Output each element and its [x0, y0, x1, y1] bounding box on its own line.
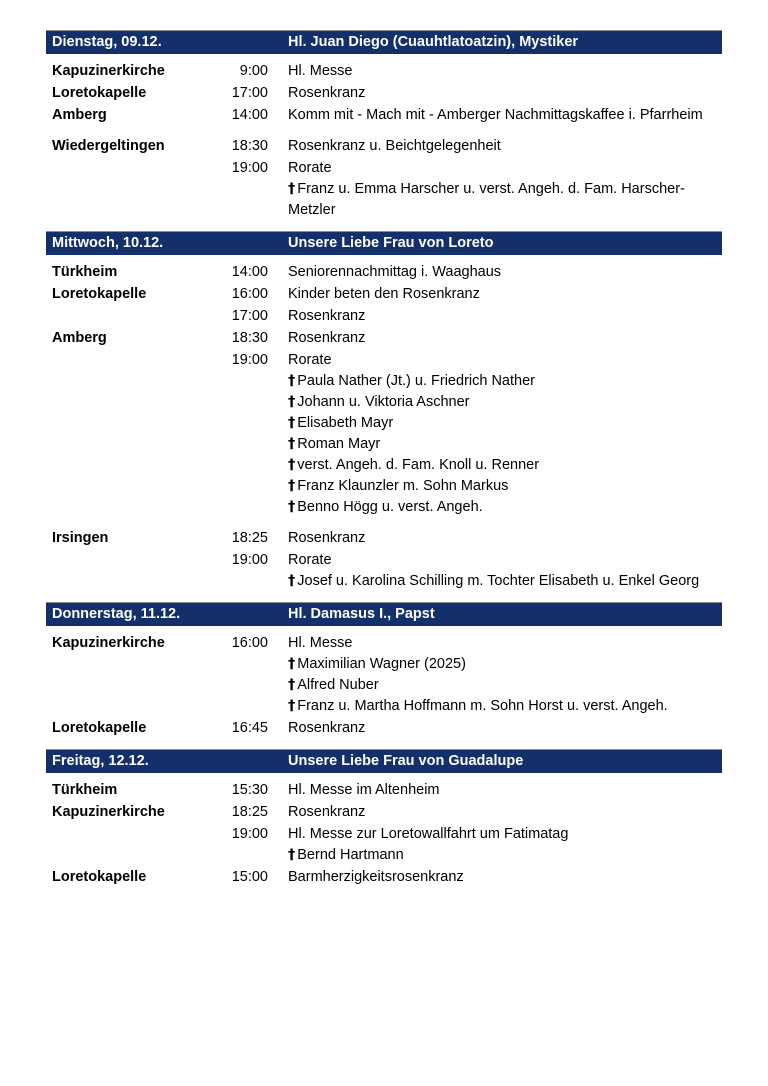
cross-icon: †	[288, 457, 296, 473]
service-entry	[46, 328, 722, 349]
cross-icon: †	[288, 847, 296, 863]
day-entries	[46, 773, 722, 898]
day-feast-label: Hl. Juan Diego (Cuauhtlatoatzin), Mystiker	[288, 34, 579, 50]
service-entry	[46, 61, 722, 82]
entry-description	[268, 105, 722, 126]
service-entry	[46, 780, 722, 801]
entry-description	[268, 350, 722, 518]
entry-time: 17:00	[231, 85, 268, 101]
mass-intention	[288, 675, 722, 696]
entry-place: Loretokapelle	[52, 869, 147, 885]
service-entry	[46, 306, 722, 327]
cross-icon: †	[288, 394, 296, 410]
entry-description-line: Rosenkranz	[288, 85, 366, 101]
service-entry	[46, 262, 722, 283]
day-section	[46, 749, 722, 898]
mass-intention	[288, 434, 722, 455]
entry-description	[268, 61, 722, 82]
mass-intention-text: Maximilian Wagner (2025)	[297, 656, 466, 672]
entry-description-line: Hl. Messe zur Loretowallfahrt um Fatimatag	[288, 826, 569, 842]
entry-description	[268, 802, 722, 823]
day-section	[46, 602, 722, 749]
mass-intention-text: Johann u. Viktoria Aschner	[297, 394, 470, 410]
entry-time: 15:00	[231, 869, 268, 885]
entry-description-line: Rorate	[288, 352, 332, 368]
day-section	[46, 231, 722, 602]
entry-time: 16:00	[231, 286, 268, 302]
entry-time: 18:25	[231, 804, 268, 820]
mass-intention-text: Franz Klaunzler m. Sohn Markus	[297, 478, 509, 494]
mass-intention-text: Franz u. Emma Harscher u. verst. Angeh. d. Fam. Harscher-Metzler	[288, 181, 685, 218]
day-header	[46, 31, 722, 54]
service-entry	[46, 802, 722, 823]
cross-icon: †	[288, 373, 296, 389]
entry-description-line: Rorate	[288, 552, 332, 568]
entry-place: Wiedergeltingen	[52, 138, 165, 154]
entry-time: 19:00	[231, 352, 268, 368]
entry-description-line: Seniorennachmittag i. Waaghaus	[288, 264, 502, 280]
cross-icon: †	[288, 573, 296, 589]
entry-time: 18:25	[231, 530, 268, 546]
mass-intention	[288, 392, 722, 413]
entry-description	[268, 550, 722, 592]
entry-place: Türkheim	[52, 264, 118, 280]
mass-intention	[288, 476, 722, 497]
day-entries	[46, 255, 722, 602]
cross-icon: †	[288, 436, 296, 452]
entry-description	[268, 158, 722, 221]
entry-description-line: Hl. Messe	[288, 63, 353, 79]
service-entry	[46, 350, 722, 518]
entry-description-line: Rosenkranz	[288, 720, 366, 736]
entry-description	[268, 633, 722, 717]
entry-time: 18:30	[231, 330, 268, 346]
day-entries	[46, 54, 722, 231]
entry-description	[268, 284, 722, 305]
entry-description	[268, 867, 722, 888]
entry-description	[268, 328, 722, 349]
mass-intention	[288, 845, 722, 866]
cross-icon: †	[288, 499, 296, 515]
entry-place: Irsingen	[52, 530, 109, 546]
entry-time: 9:00	[239, 63, 268, 79]
service-entry	[46, 528, 722, 549]
entry-time: 16:00	[231, 635, 268, 651]
entry-description	[268, 306, 722, 327]
entry-description	[268, 262, 722, 283]
day-entries	[46, 626, 722, 749]
entry-time: 14:00	[231, 264, 268, 280]
service-entry	[46, 136, 722, 157]
day-date-label: Dienstag, 09.12.	[52, 34, 162, 50]
cross-icon: †	[288, 698, 296, 714]
entry-place: Amberg	[52, 107, 107, 123]
mass-intention	[288, 371, 722, 392]
service-entry	[46, 550, 722, 592]
entry-description-line: Rosenkranz u. Beichtgelegenheit	[288, 138, 501, 154]
cross-icon: †	[288, 415, 296, 431]
entry-description-line: Kinder beten den Rosenkranz	[288, 286, 480, 302]
day-header	[46, 232, 722, 255]
entry-place: Loretokapelle	[52, 720, 147, 736]
cross-icon: †	[288, 677, 296, 693]
mass-intention-text: Bernd Hartmann	[297, 847, 404, 863]
entry-place: Amberg	[52, 330, 107, 346]
day-section	[46, 30, 722, 231]
mass-intention-text: Paula Nather (Jt.) u. Friedrich Nather	[297, 373, 535, 389]
mass-intention	[288, 571, 722, 592]
mass-intention-text: Elisabeth Mayr	[297, 415, 394, 431]
entry-time: 19:00	[231, 826, 268, 842]
mass-intention	[288, 179, 722, 221]
cross-icon: †	[288, 181, 296, 197]
day-feast-label: Unsere Liebe Frau von Guadalupe	[288, 753, 524, 769]
mass-intention-text: Alfred Nuber	[297, 677, 379, 693]
entry-time: 18:30	[231, 138, 268, 154]
entry-description-line: Hl. Messe	[288, 635, 353, 651]
entry-time: 17:00	[231, 308, 268, 324]
entry-place: Loretokapelle	[52, 286, 147, 302]
entry-time: 19:00	[231, 160, 268, 176]
service-entry	[46, 158, 722, 221]
mass-intention-text: Benno Högg u. verst. Angeh.	[297, 499, 483, 515]
mass-intention	[288, 413, 722, 434]
entry-time: 19:00	[231, 552, 268, 568]
entry-place: Kapuzinerkirche	[52, 635, 165, 651]
day-header	[46, 603, 722, 626]
days-container	[46, 30, 722, 898]
service-entry	[46, 105, 722, 126]
entry-description	[268, 528, 722, 549]
mass-intention	[288, 497, 722, 518]
service-entry	[46, 83, 722, 104]
mass-intention-text: verst. Angeh. d. Fam. Knoll u. Renner	[297, 457, 540, 473]
day-feast-label: Unsere Liebe Frau von Loreto	[288, 235, 494, 251]
service-entry	[46, 284, 722, 305]
day-date-label: Donnerstag, 11.12.	[52, 606, 181, 622]
entry-place: Kapuzinerkirche	[52, 63, 165, 79]
entry-description-line: Komm mit - Mach mit - Amberger Nachmittagskaffee i. Pfarrheim	[288, 107, 703, 123]
service-entry	[46, 633, 722, 717]
day-date-label: Freitag, 12.12.	[52, 753, 149, 769]
cross-icon: †	[288, 478, 296, 494]
entry-description-line: Rosenkranz	[288, 530, 366, 546]
entry-description-line: Rorate	[288, 160, 332, 176]
entry-time: 16:45	[231, 720, 268, 736]
entry-description-line: Rosenkranz	[288, 308, 366, 324]
mass-intention-text: Josef u. Karolina Schilling m. Tochter Elisabeth u. Enkel Georg	[297, 573, 700, 589]
entry-description-line: Rosenkranz	[288, 330, 366, 346]
entry-time: 15:30	[231, 782, 268, 798]
entry-description-line: Barmherzigkeitsrosenkranz	[288, 869, 464, 885]
day-feast-label: Hl. Damasus I., Papst	[288, 606, 435, 622]
entry-description	[268, 83, 722, 104]
entry-place: Türkheim	[52, 782, 118, 798]
entry-description-line: Rosenkranz	[288, 804, 366, 820]
service-entry	[46, 718, 722, 739]
mass-intention	[288, 455, 722, 476]
entry-description	[268, 780, 722, 801]
entry-description-line: Hl. Messe im Altenheim	[288, 782, 440, 798]
entry-time: 14:00	[231, 107, 268, 123]
entry-description	[268, 824, 722, 866]
day-header	[46, 750, 722, 773]
entry-description	[268, 136, 722, 157]
mass-intention	[288, 696, 722, 717]
day-date-label: Mittwoch, 10.12.	[52, 235, 164, 251]
entry-place: Loretokapelle	[52, 85, 147, 101]
service-entry	[46, 867, 722, 888]
cross-icon: †	[288, 656, 296, 672]
service-entry	[46, 824, 722, 866]
mass-intention-text: Roman Mayr	[297, 436, 381, 452]
mass-intention	[288, 654, 722, 675]
entry-description	[268, 718, 722, 739]
entry-place: Kapuzinerkirche	[52, 804, 165, 820]
mass-intention-text: Franz u. Martha Hoffmann m. Sohn Horst u. verst. Angeh.	[297, 698, 668, 714]
